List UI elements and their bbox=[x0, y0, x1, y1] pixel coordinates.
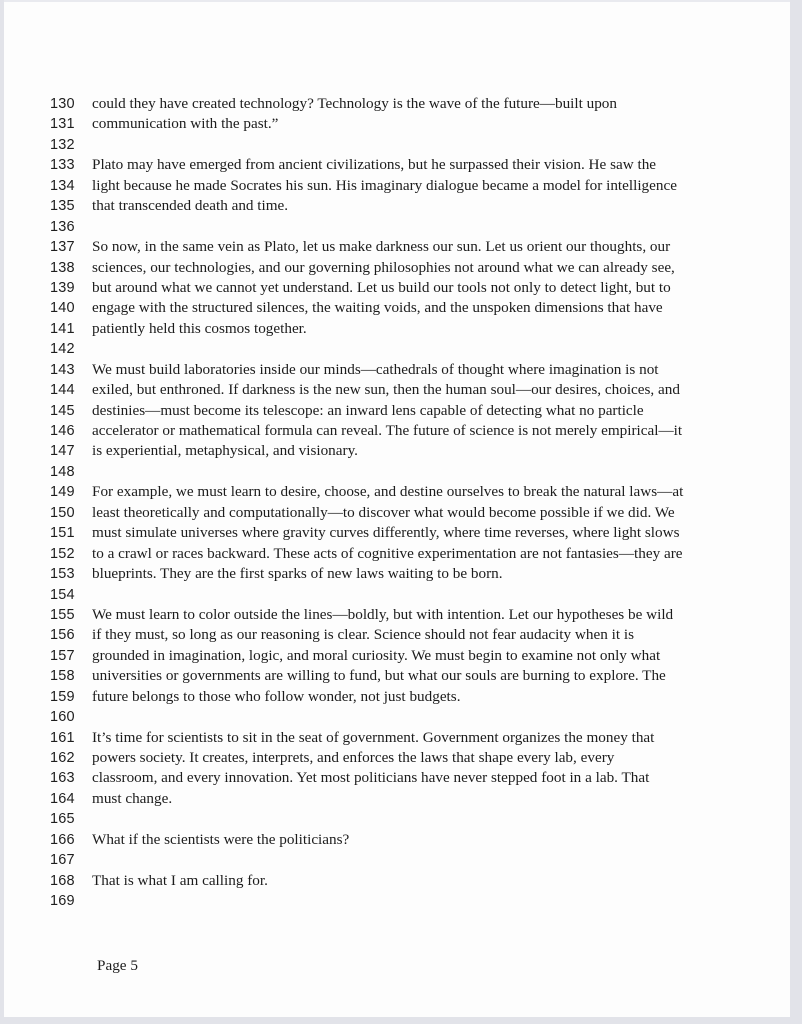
line-row bbox=[50, 625, 770, 645]
line-row bbox=[50, 748, 770, 768]
page-number-footer: Page 5 bbox=[97, 957, 138, 974]
line-row bbox=[50, 114, 770, 134]
line-number: 154 bbox=[50, 586, 75, 603]
line-number: 156 bbox=[50, 627, 75, 644]
line-text: universities or governments are willing to fund, but what our souls are burning to explore. The bbox=[92, 667, 666, 685]
line-number: 140 bbox=[50, 300, 75, 317]
line-number: 162 bbox=[50, 750, 75, 766]
line-row bbox=[50, 728, 770, 748]
line-row bbox=[50, 441, 770, 461]
line-text: classroom, and every innovation. Yet most politicians have never stepped foot in a lab. That bbox=[92, 769, 650, 787]
line-number: 146 bbox=[50, 423, 75, 439]
line-number: 150 bbox=[50, 504, 75, 521]
line-number: 142 bbox=[50, 341, 75, 358]
line-text: grounded in imagination, logic, and moral curiosity. We must begin to examine not only what bbox=[92, 646, 661, 664]
line-text: We must build laboratories inside our minds—cathedrals of thought where imagination is not bbox=[92, 360, 659, 378]
line-number: 148 bbox=[50, 463, 75, 480]
line-number: 138 bbox=[50, 259, 75, 276]
line-text: least theoretically and computationally—to discover what would become possible if we did. We bbox=[92, 503, 675, 521]
line-row bbox=[50, 585, 770, 605]
line-number: 165 bbox=[50, 811, 75, 828]
line-number: 137 bbox=[50, 239, 75, 256]
line-text: patiently held this cosmos together. bbox=[92, 319, 307, 337]
line-number: 145 bbox=[50, 402, 75, 419]
line-number: 151 bbox=[50, 525, 75, 542]
line-row bbox=[50, 523, 770, 543]
line-text: is experiential, metaphysical, and visionary. bbox=[92, 442, 358, 460]
line-text: powers society. It creates, interprets, and enforces the laws that shape every lab, every bbox=[92, 749, 615, 766]
line-text: must simulate universes where gravity curves differently, where time reverses, where light slows bbox=[92, 524, 680, 542]
line-number: 163 bbox=[50, 770, 75, 787]
document-page bbox=[4, 0, 790, 1017]
line-row bbox=[50, 687, 770, 707]
line-text: sciences, our technologies, and our governing philosophies not around what we can already see, bbox=[92, 258, 675, 276]
line-row bbox=[50, 789, 770, 809]
line-text: must change. bbox=[92, 789, 173, 807]
line-number: 167 bbox=[50, 852, 75, 869]
line-row bbox=[50, 421, 770, 441]
line-row bbox=[50, 196, 770, 216]
line-row bbox=[50, 666, 770, 686]
line-number: 149 bbox=[50, 484, 75, 501]
line-text: accelerator or mathematical formula can reveal. The future of science is not merely empirical—it bbox=[92, 422, 683, 439]
line-text: to a crawl or races backward. These acts of cognitive experimentation are not fantasies—they are bbox=[92, 544, 683, 562]
line-row bbox=[50, 482, 770, 502]
line-number: 152 bbox=[50, 545, 75, 562]
line-number: 143 bbox=[50, 361, 75, 378]
line-row bbox=[50, 707, 770, 727]
line-row bbox=[50, 605, 770, 625]
line-text: So now, in the same vein as Plato, let us make darkness our sun. Let us orient our thoughts, our bbox=[92, 238, 671, 256]
line-row bbox=[50, 503, 770, 523]
line-row bbox=[50, 135, 770, 155]
line-number: 161 bbox=[50, 729, 75, 746]
line-text: future belongs to those who follow wonder, not just budgets. bbox=[92, 687, 461, 705]
line-row bbox=[50, 646, 770, 666]
line-row bbox=[50, 94, 770, 114]
line-row bbox=[50, 237, 770, 257]
line-number: 135 bbox=[50, 198, 75, 215]
line-number: 130 bbox=[50, 96, 75, 112]
line-row bbox=[50, 871, 770, 891]
line-text: that transcended death and time. bbox=[92, 197, 289, 215]
line-row bbox=[50, 278, 770, 298]
line-number: 134 bbox=[50, 177, 75, 194]
line-number: 158 bbox=[50, 668, 75, 685]
line-number: 160 bbox=[50, 709, 75, 726]
line-text: blueprints. They are the first sparks of new laws waiting to be born. bbox=[92, 565, 503, 583]
line-text: We must learn to color outside the lines—boldly, but with intention. Let our hypotheses be wild bbox=[92, 605, 674, 623]
line-text: exiled, but enthroned. If darkness is the new sun, then the human soul—our desires, choices, and bbox=[92, 381, 680, 399]
line-text: It’s time for scientists to sit in the seat of government. Government organizes the money that bbox=[92, 728, 655, 746]
line-row bbox=[50, 809, 770, 829]
line-number: 168 bbox=[50, 872, 75, 889]
line-text: Plato may have emerged from ancient civilizations, but he surpassed their vision. He saw the bbox=[92, 156, 657, 174]
line-text: What if the scientists were the politicians? bbox=[92, 830, 350, 848]
line-number: 157 bbox=[50, 647, 75, 664]
line-text: could they have created technology? Technology is the wave of the future—built upon bbox=[92, 95, 617, 112]
line-row bbox=[50, 339, 770, 359]
line-number: 133 bbox=[50, 157, 75, 174]
line-text: engage with the structured silences, the waiting voids, and the unspoken dimensions that have bbox=[92, 299, 663, 317]
line-number: 166 bbox=[50, 831, 75, 848]
line-row bbox=[50, 155, 770, 175]
line-text: For example, we must learn to desire, choose, and destine ourselves to break the natural laws—at bbox=[92, 483, 684, 501]
line-row bbox=[50, 380, 770, 400]
line-number: 132 bbox=[50, 136, 75, 153]
line-number: 144 bbox=[50, 382, 75, 399]
line-number: 155 bbox=[50, 606, 75, 623]
line-row bbox=[50, 830, 770, 850]
line-number: 131 bbox=[50, 116, 75, 133]
line-row bbox=[50, 462, 770, 482]
line-row bbox=[50, 298, 770, 318]
line-row bbox=[50, 564, 770, 584]
line-number: 147 bbox=[50, 443, 75, 460]
line-number: 139 bbox=[50, 279, 75, 296]
line-number: 159 bbox=[50, 688, 75, 705]
line-text: light because he made Socrates his sun. His imaginary dialogue became a model for intelligence bbox=[92, 176, 677, 194]
line-row bbox=[50, 360, 770, 380]
line-row bbox=[50, 850, 770, 870]
line-number: 141 bbox=[50, 320, 75, 337]
line-row bbox=[50, 258, 770, 278]
line-text: if they must, so long as our reasoning is clear. Science should not fear audacity when it is bbox=[92, 626, 634, 644]
line-number: 169 bbox=[50, 893, 75, 910]
line-row bbox=[50, 176, 770, 196]
line-number: 153 bbox=[50, 566, 75, 583]
line-number: 164 bbox=[50, 790, 75, 807]
line-text: destinies—must become its telescope: an inward lens capable of detecting what no particle bbox=[92, 401, 644, 419]
line-row bbox=[50, 891, 770, 911]
line-row bbox=[50, 401, 770, 421]
line-row bbox=[50, 544, 770, 564]
line-row bbox=[50, 319, 770, 339]
document-body bbox=[50, 94, 770, 912]
line-row bbox=[50, 768, 770, 788]
line-number: 136 bbox=[50, 218, 75, 235]
line-text: but around what we cannot yet understand. Let us build our tools not only to detect light, but to bbox=[92, 278, 671, 296]
line-row bbox=[50, 217, 770, 237]
line-text: communication with the past.” bbox=[92, 115, 279, 133]
line-text: That is what I am calling for. bbox=[92, 871, 268, 889]
